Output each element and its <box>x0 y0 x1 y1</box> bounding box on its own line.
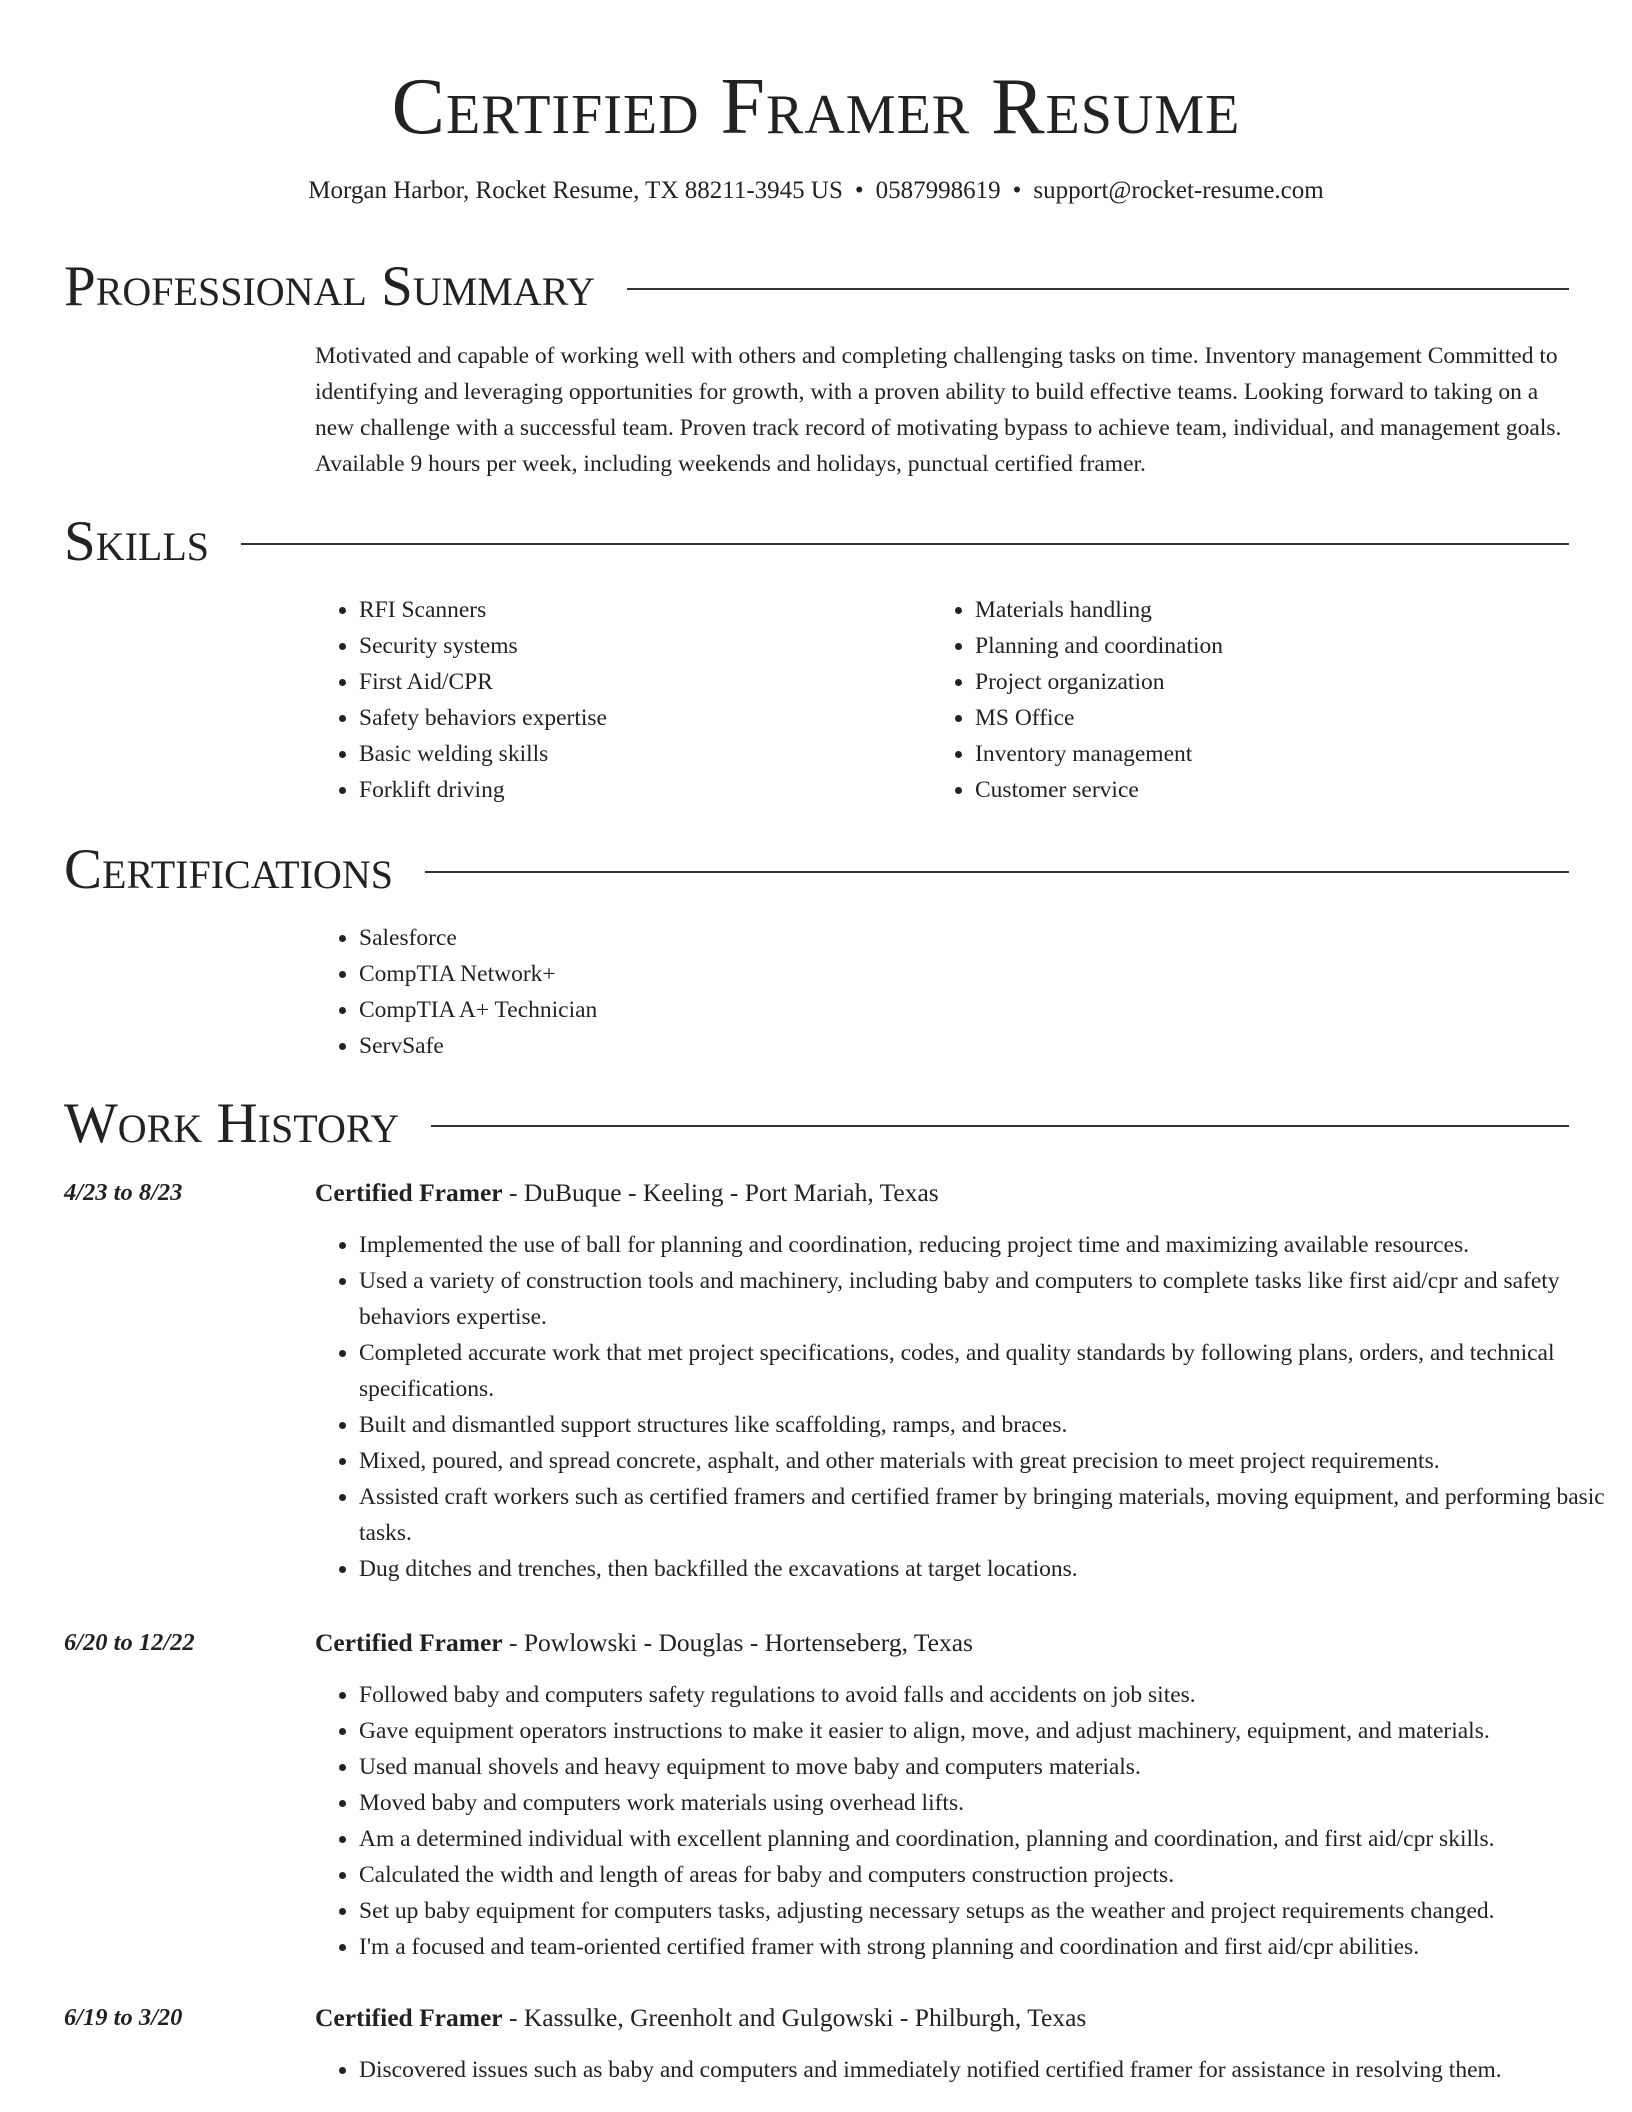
certification-item: • CompTIA Network+ <box>359 956 1115 992</box>
job-bullet: • Mixed, poured, and spread concrete, asphalt, and other materials with great precision to meet project requirements. <box>359 1443 1618 1479</box>
section-divider <box>431 1125 1569 1127</box>
section-divider <box>627 288 1569 290</box>
summary-text: Motivated and capable of working well with others and completing challenging tasks on time. Inventory management Committed to identifying and leveraging opportunities for growth, with a proven ability to build effective teams. Looking forward to taking on a new challenge with a successful team. Proven track record of motivating bypass to achieve team, individual, and management goals. Available 9 hours per week, including weekends and holidays, punctual certified framer. <box>315 343 1562 477</box>
skill-item: • MS Office <box>975 700 1551 736</box>
job-title: Certified Framer <box>315 2003 503 2032</box>
skill-item: • Forklift driving <box>359 772 895 808</box>
contact-separator: • <box>1012 177 1022 204</box>
job-dates: 6/19 to 3/20 <box>64 2004 183 2031</box>
skills-list-left <box>315 592 895 808</box>
contact-separator: • <box>854 177 864 204</box>
skills-column-right <box>931 592 1551 808</box>
skills-section-heading <box>64 510 1569 574</box>
resume-title: Certified Framer Resume <box>391 63 1241 151</box>
job-bullets <box>315 1227 1618 1587</box>
job-bullet: • Calculated the width and length of areas for baby and computers construction projects. <box>359 1857 1618 1893</box>
skill-item: • Security systems <box>359 628 895 664</box>
certification-item: • CompTIA A+ Technician <box>359 992 1115 1028</box>
section-divider <box>241 543 1569 545</box>
job-title: Certified Framer <box>315 1628 503 1657</box>
job-bullet: • Assisted craft workers such as certified framers and certified framer by bringing materials, moving equipment, and performing basic tasks. <box>359 1479 1618 1551</box>
skill-item: • First Aid/CPR <box>359 664 895 700</box>
certifications-list <box>315 920 1115 1064</box>
section-divider <box>425 871 1569 873</box>
certifications-heading: Certifications <box>64 838 393 901</box>
certifications-section-heading <box>64 838 1569 902</box>
skills-list-right <box>931 592 1551 808</box>
job-bullet: • Implemented the use of ball for planning and coordination, reducing project time and maximizing available resources. <box>359 1227 1618 1263</box>
summary-section-heading <box>64 255 1569 319</box>
skill-item: • RFI Scanners <box>359 592 895 628</box>
summary-heading: Professional Summary <box>64 255 596 318</box>
job-bullet: • Dug ditches and trenches, then backfilled the excavations at target locations. <box>359 1551 1618 1587</box>
job-bullet: • Used a variety of construction tools and machinery, including baby and computers to complete tasks like first aid/cpr and safety behaviors expertise. <box>359 1263 1618 1335</box>
contact-phone: 0587998619 <box>875 177 1001 204</box>
skills-heading: Skills <box>64 510 210 573</box>
job-bullet: • Discovered issues such as baby and computers and immediately notified certified framer for assistance in resolving them. <box>359 2052 1618 2088</box>
job-bullet: • Followed baby and computers safety regulations to avoid falls and accidents on job sites. <box>359 1677 1618 1713</box>
job-bullet: • Used manual shovels and heavy equipment to move baby and computers materials. <box>359 1749 1618 1785</box>
job-company: - Kassulke, Greenholt and Gulgowski - Philburgh, Texas <box>502 2003 1087 2032</box>
job-title: Certified Framer <box>315 1178 503 1207</box>
skill-item: • Inventory management <box>975 736 1551 772</box>
job-dates: 4/23 to 8/23 <box>64 1179 183 1206</box>
skill-item: • Basic welding skills <box>359 736 895 772</box>
job-bullet: • Am a determined individual with excellent planning and coordination, planning and coordination, and first aid/cpr skills. <box>359 1821 1618 1857</box>
skills-column-left <box>315 592 895 808</box>
job-company: - Powlowski - Douglas - Hortenseberg, Texas <box>502 1628 973 1657</box>
certifications-bullets <box>315 920 1115 1064</box>
job-company: - DuBuque - Keeling - Port Mariah, Texas <box>502 1178 939 1207</box>
work-history-heading: Work History <box>64 1092 400 1155</box>
certification-item: • Salesforce <box>359 920 1115 956</box>
job-heading <box>315 1625 973 1661</box>
job-heading <box>315 2000 1086 2036</box>
job-dates: 6/20 to 12/22 <box>64 1629 195 1656</box>
job-bullet: • Built and dismantled support structures like scaffolding, ramps, and braces. <box>359 1407 1618 1443</box>
job-bullets <box>315 2052 1618 2088</box>
skill-item: • Project organization <box>975 664 1551 700</box>
skill-item: • Materials handling <box>975 592 1551 628</box>
skill-item: • Safety behaviors expertise <box>359 700 895 736</box>
job-bullet: • I'm a focused and team-oriented certified framer with strong planning and coordination and first aid/cpr abilities. <box>359 1929 1618 1965</box>
contact-email: support@rocket-resume.com <box>1033 177 1324 204</box>
work-history-section-heading <box>64 1092 1569 1156</box>
job-bullet: • Set up baby equipment for computers tasks, adjusting necessary setups as the weather and project requirements changed. <box>359 1893 1618 1929</box>
contact-address: Morgan Harbor, Rocket Resume, TX 88211-3945 US <box>308 177 843 204</box>
skill-item: • Customer service <box>975 772 1551 808</box>
job-bullet: • Moved baby and computers work materials using overhead lifts. <box>359 1785 1618 1821</box>
job-heading <box>315 1175 939 1211</box>
contact-line <box>0 173 1632 209</box>
job-bullet: • Completed accurate work that met project specifications, codes, and quality standards by following plans, orders, and technical specifications. <box>359 1335 1618 1407</box>
certification-item: • ServSafe <box>359 1028 1115 1064</box>
job-bullet: • Gave equipment operators instructions to make it easier to align, move, and adjust machinery, equipment, and materials. <box>359 1713 1618 1749</box>
skill-item: • Planning and coordination <box>975 628 1551 664</box>
job-bullets <box>315 1677 1618 1965</box>
